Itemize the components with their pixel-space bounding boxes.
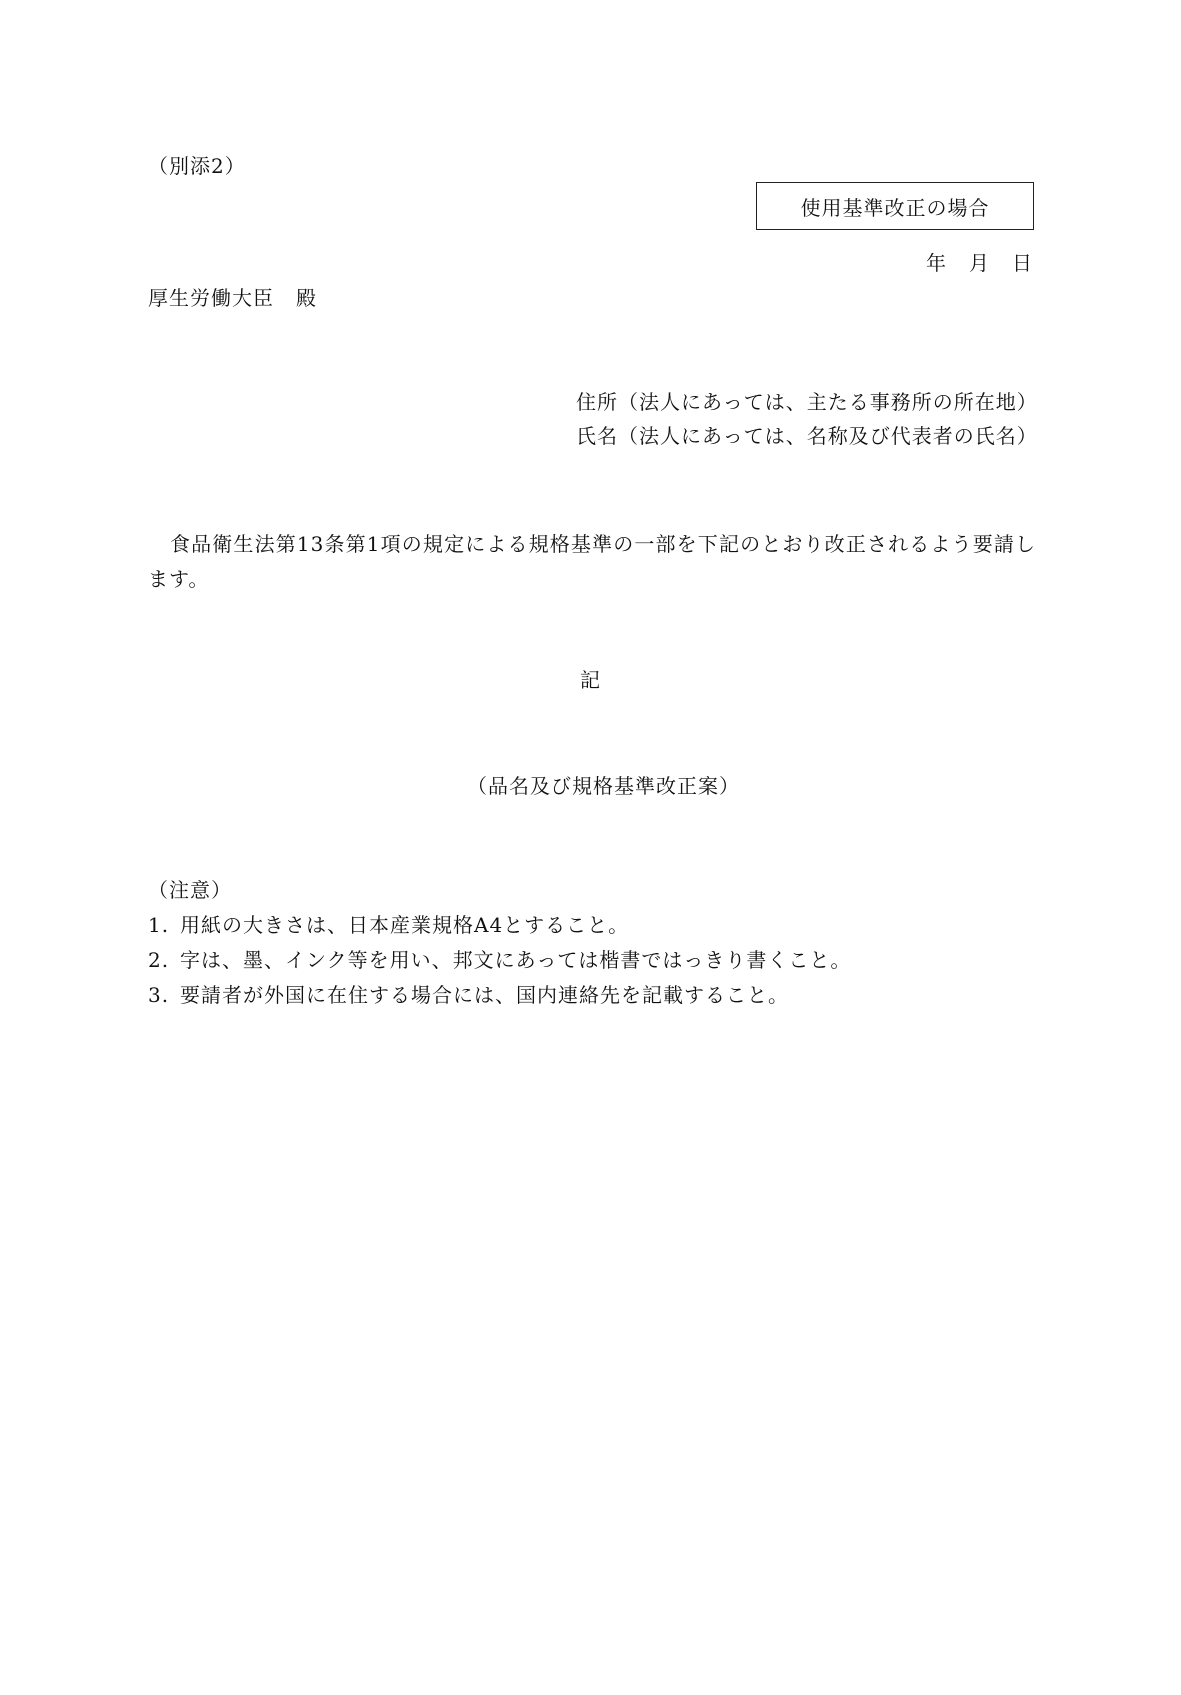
note-number: 1. (148, 913, 170, 937)
case-box-label: 使用基準改正の場合 (800, 195, 990, 220)
addressee (148, 285, 317, 311)
note-text: 字は、墨、インク等を用い、邦文にあっては楷書ではっきり書くこと。 (180, 948, 852, 972)
applicant-name: 氏名（法人にあっては、名称及び代表者の氏名） (576, 424, 1038, 448)
notes-title: （注意） (148, 878, 232, 902)
date-month: 月 (969, 251, 990, 275)
note-item (148, 912, 629, 938)
date-day: 日 (1012, 251, 1033, 275)
note-text: 用紙の大きさは、日本産業規格A4とすること。 (180, 913, 630, 937)
items-title: （品名及び規格基準改正案） (467, 774, 740, 798)
attachment-label: （別添2） (148, 154, 246, 178)
note-item (148, 947, 851, 973)
addressee-honorific: 殿 (296, 286, 317, 310)
addressee-title: 厚生労働大臣 (148, 286, 274, 310)
date-line (926, 250, 1033, 276)
ki-heading: 記 (580, 668, 601, 692)
note-item (148, 982, 789, 1008)
note-text: 要請者が外国に在住する場合には、国内連絡先を記載すること。 (180, 983, 789, 1007)
request-body: 食品衛生法第13条第1項の規定による規格基準の一部を下記のとおり改正されるよう要請します。 (148, 532, 1036, 591)
case-box (756, 182, 1034, 230)
applicant-address: 住所（法人にあっては、主たる事務所の所在地） (576, 390, 1038, 414)
note-number: 3. (148, 983, 170, 1007)
date-year: 年 (926, 251, 947, 275)
note-number: 2. (148, 948, 170, 972)
